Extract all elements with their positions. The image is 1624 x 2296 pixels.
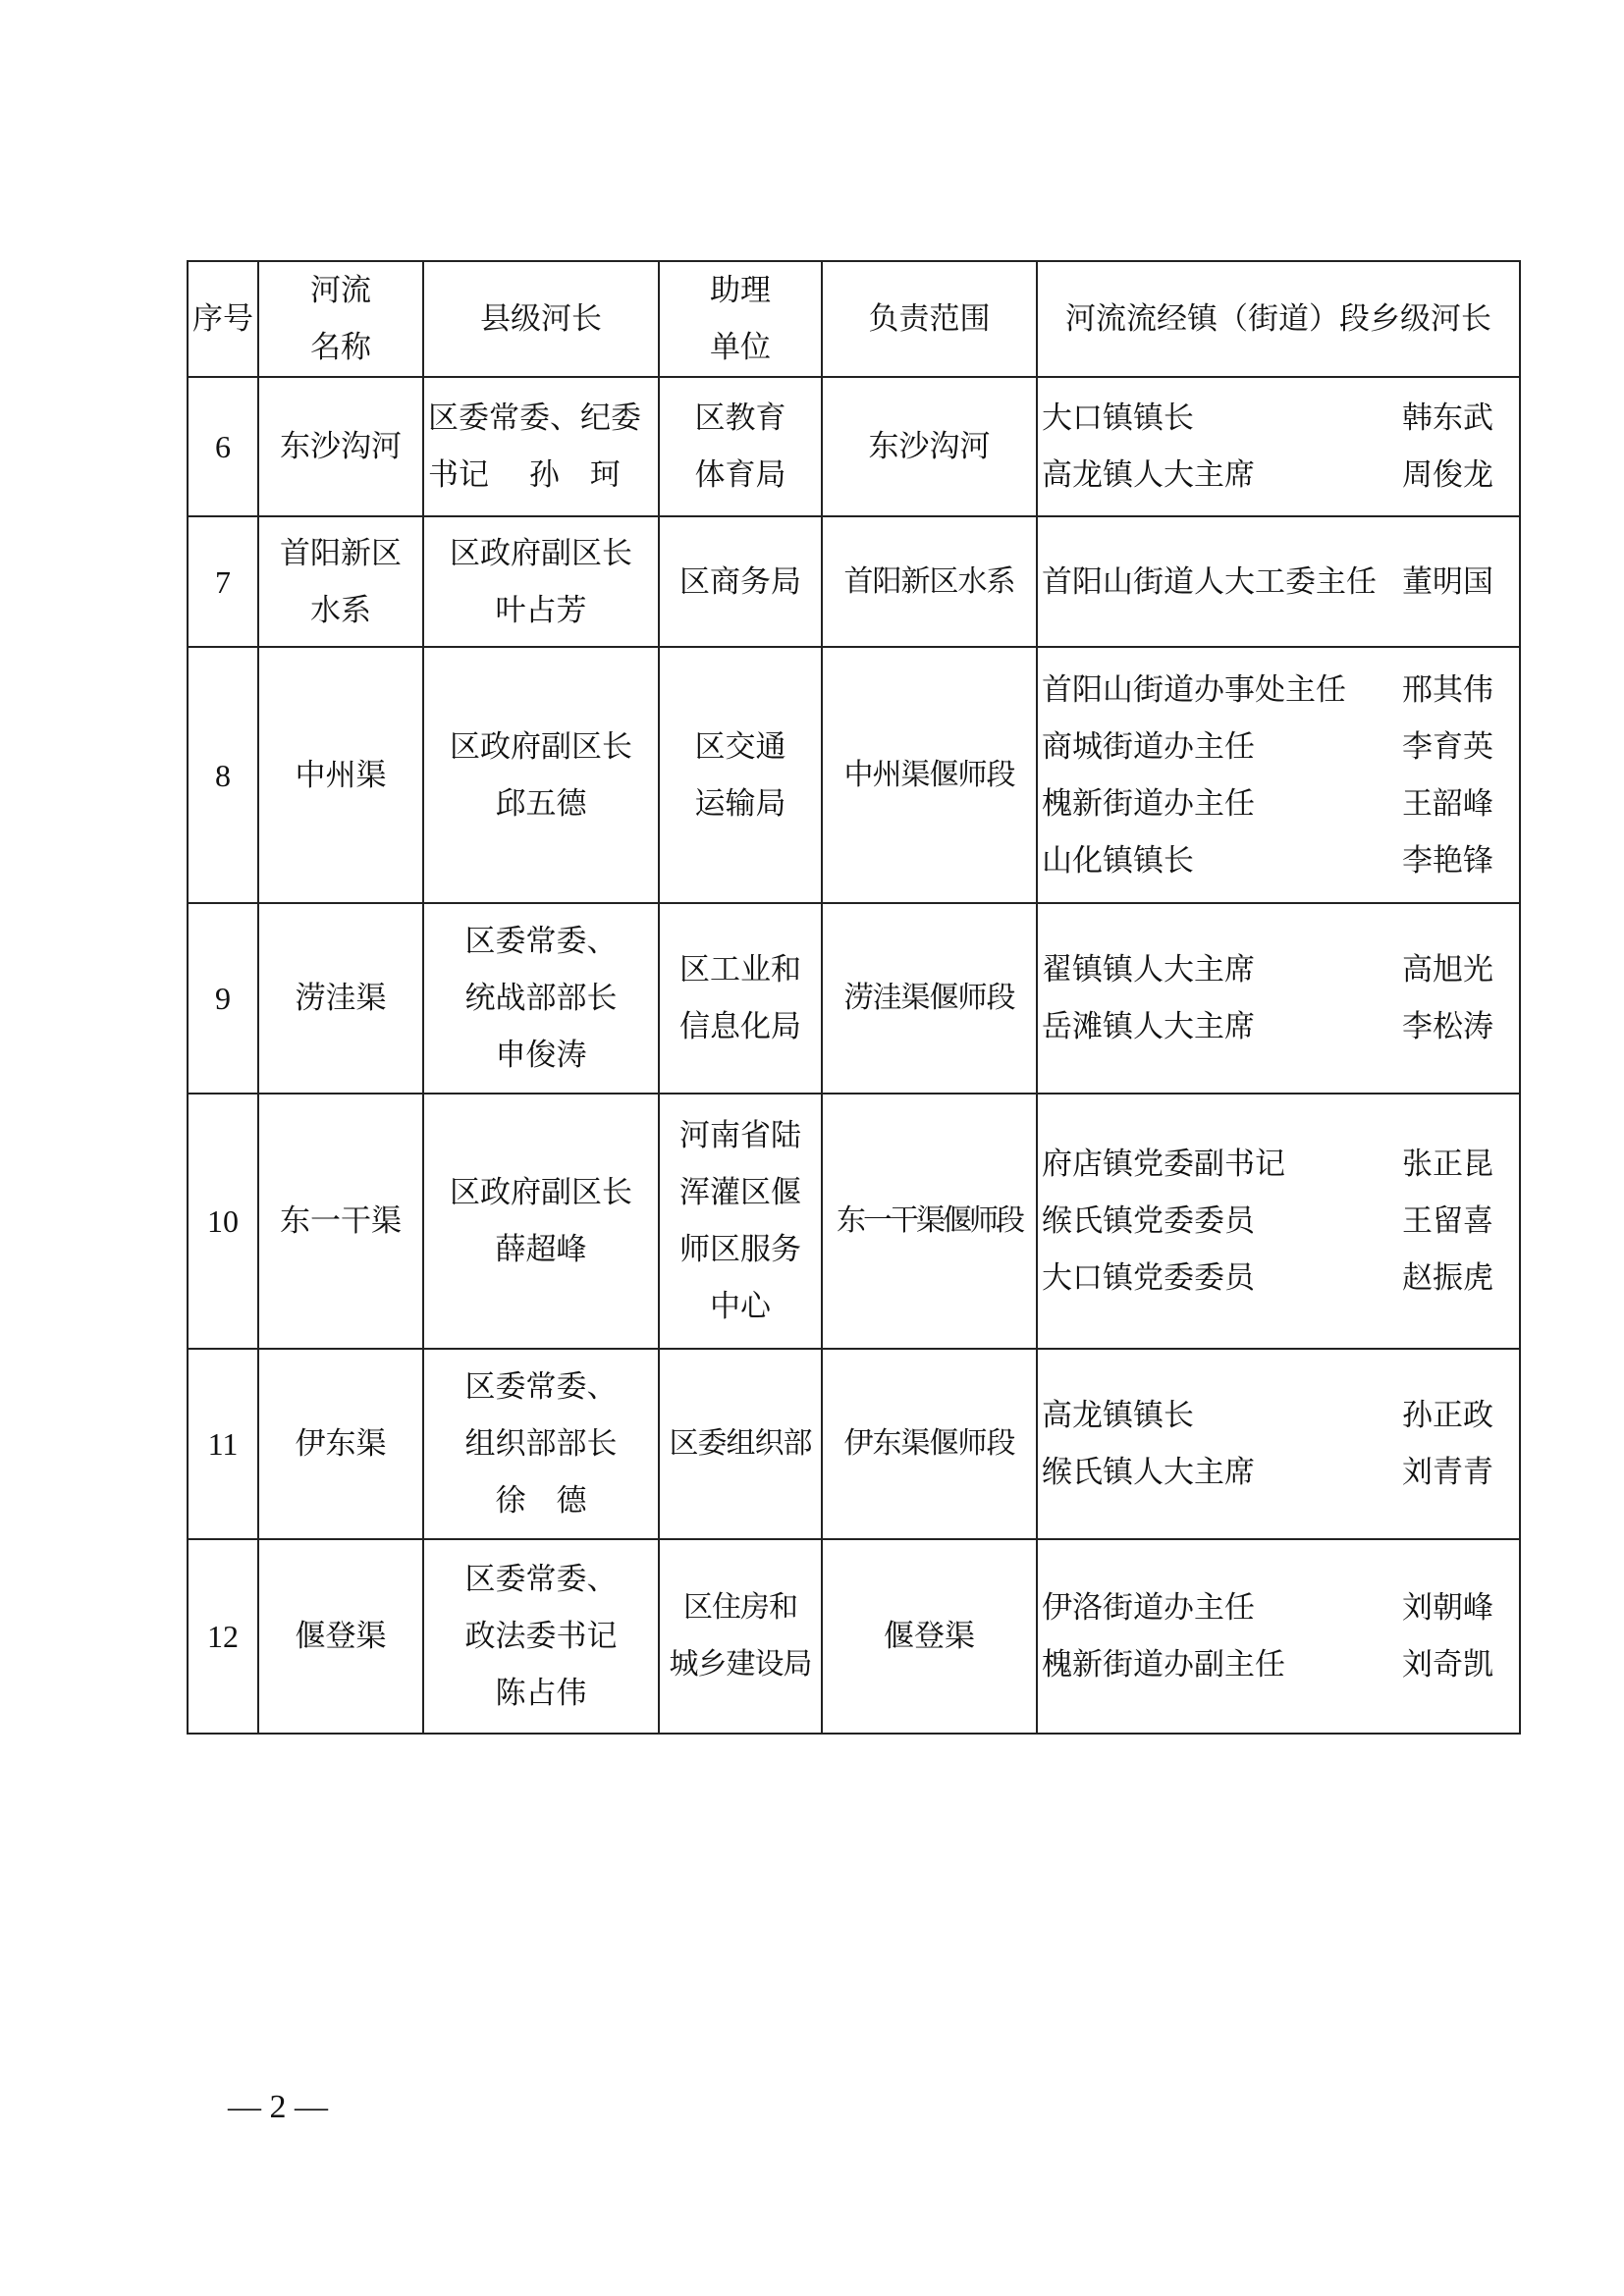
leader-name: 王留喜 <box>1402 1203 1493 1239</box>
assist-unit: 区住房和 城乡建设局 <box>659 1539 822 1734</box>
leader-entry <box>1038 775 1519 832</box>
leader-entry <box>1038 1387 1519 1444</box>
row-index: 6 <box>188 377 258 516</box>
leader-entry <box>1038 1444 1519 1501</box>
scope: 中州渠偃师段 <box>822 647 1037 903</box>
river-name: 东一干渠 <box>258 1094 423 1349</box>
town-chiefs <box>1037 647 1520 903</box>
header-county-chief: 县级河长 <box>423 261 659 377</box>
county-chief: 区政府副区长 邱五德 <box>423 647 659 903</box>
leader-entry <box>1038 1193 1519 1250</box>
leader-title: 府店镇党委副书记 <box>1042 1147 1285 1182</box>
scope: 东沙沟河 <box>822 377 1037 516</box>
county-chief: 区政府副区长 叶占芳 <box>423 516 659 647</box>
table-row <box>188 903 1520 1094</box>
header-river-name: 河流 名称 <box>258 261 423 377</box>
leader-title: 首阳山街道办事处主任 <box>1042 671 1346 708</box>
leader-title: 翟镇镇人大主席 <box>1042 952 1255 988</box>
row-index: 7 <box>188 516 258 647</box>
river-chief-table <box>187 260 1521 1735</box>
leader-name: 董明国 <box>1402 563 1493 600</box>
leader-entry <box>1038 941 1519 998</box>
leader-entry <box>1038 390 1519 447</box>
town-chiefs <box>1037 377 1520 516</box>
assist-unit: 区交通 运输局 <box>659 647 822 903</box>
leader-entry <box>1038 662 1519 719</box>
river-name: 伊东渠 <box>258 1349 423 1539</box>
table-row <box>188 1094 1520 1349</box>
leader-entry <box>1038 1636 1519 1693</box>
leader-name: 李艳锋 <box>1402 842 1493 879</box>
table-row <box>188 1539 1520 1734</box>
leader-name: 周俊龙 <box>1402 457 1493 493</box>
leader-name: 刘朝峰 <box>1402 1590 1493 1626</box>
table-row <box>188 647 1520 903</box>
county-chief: 区政府副区长 薛超峰 <box>423 1094 659 1349</box>
leader-title: 缑氏镇党委委员 <box>1042 1203 1255 1239</box>
river-name: 涝洼渠 <box>258 903 423 1094</box>
header-assist-unit: 助理 单位 <box>659 261 822 377</box>
leader-entry <box>1038 1136 1519 1193</box>
table-row <box>188 1349 1520 1539</box>
leader-title: 大口镇党委委员 <box>1042 1260 1255 1296</box>
leader-name: 赵振虎 <box>1402 1260 1493 1296</box>
header-town-chiefs: 河流流经镇（街道）段乡级河长 <box>1037 261 1520 377</box>
leader-name: 高旭光 <box>1402 952 1493 988</box>
leader-name: 张正昆 <box>1402 1147 1493 1182</box>
leader-name: 李松涛 <box>1402 1009 1493 1044</box>
row-index: 8 <box>188 647 258 903</box>
leader-title: 槐新街道办主任 <box>1042 785 1255 822</box>
table-row <box>188 516 1520 647</box>
header-index: 序号 <box>188 261 258 377</box>
leader-entry <box>1038 832 1519 889</box>
town-chiefs <box>1037 516 1520 647</box>
leader-entry <box>1038 1250 1519 1307</box>
page-number: — 2 — <box>228 2089 328 2125</box>
row-index: 9 <box>188 903 258 1094</box>
leader-title: 商城街道办主任 <box>1042 728 1255 765</box>
assist-unit: 河南省陆 浑灌区偃 师区服务 中心 <box>659 1094 822 1349</box>
leader-name: 王韶峰 <box>1402 785 1493 822</box>
leader-name: 李育英 <box>1402 728 1493 765</box>
leader-name: 刘青青 <box>1402 1455 1493 1490</box>
leader-entry <box>1038 554 1519 611</box>
town-chiefs <box>1037 903 1520 1094</box>
county-chief: 区委常委、 统战部部长 申俊涛 <box>423 903 659 1094</box>
leader-title: 大口镇镇长 <box>1042 400 1194 436</box>
table-header-row <box>188 261 1520 377</box>
leader-entry <box>1038 1579 1519 1636</box>
leader-name: 邢其伟 <box>1402 671 1493 708</box>
county-chief: 区委常委、 政法委书记 陈占伟 <box>423 1539 659 1734</box>
leader-title: 槐新街道办副主任 <box>1042 1647 1285 1682</box>
river-name: 偃登渠 <box>258 1539 423 1734</box>
leader-title: 缑氏镇人大主席 <box>1042 1455 1255 1490</box>
scope: 偃登渠 <box>822 1539 1037 1734</box>
scope: 伊东渠偃师段 <box>822 1349 1037 1539</box>
leader-name: 孙正政 <box>1402 1398 1493 1433</box>
leader-entry <box>1038 998 1519 1055</box>
county-chief: 区委常委、 组织部部长 徐 德 <box>423 1349 659 1539</box>
leader-title: 首阳山街道人大工委主任 <box>1042 563 1377 600</box>
leader-title: 高龙镇镇长 <box>1042 1398 1194 1433</box>
leader-entry <box>1038 719 1519 775</box>
row-index: 12 <box>188 1539 258 1734</box>
town-chiefs <box>1037 1349 1520 1539</box>
assist-unit: 区教育 体育局 <box>659 377 822 516</box>
river-name: 首阳新区 水系 <box>258 516 423 647</box>
assist-unit: 区委组织部 <box>659 1349 822 1539</box>
leader-name: 刘奇凯 <box>1402 1647 1493 1682</box>
leader-name: 韩东武 <box>1402 400 1493 436</box>
leader-entry <box>1038 447 1519 504</box>
header-scope: 负责范围 <box>822 261 1037 377</box>
leader-title: 岳滩镇人大主席 <box>1042 1009 1255 1044</box>
leader-title: 高龙镇人大主席 <box>1042 457 1255 493</box>
assist-unit: 区工业和 信息化局 <box>659 903 822 1094</box>
river-name: 中州渠 <box>258 647 423 903</box>
table-row <box>188 377 1520 516</box>
leader-title: 伊洛街道办主任 <box>1042 1590 1255 1626</box>
town-chiefs <box>1037 1539 1520 1734</box>
county-chief: 区委常委、纪委 书记 孙 珂 <box>423 377 659 516</box>
assist-unit: 区商务局 <box>659 516 822 647</box>
scope: 涝洼渠偃师段 <box>822 903 1037 1094</box>
scope: 东一干渠偃师段 <box>822 1094 1037 1349</box>
river-name: 东沙沟河 <box>258 377 423 516</box>
row-index: 10 <box>188 1094 258 1349</box>
town-chiefs <box>1037 1094 1520 1349</box>
leader-title: 山化镇镇长 <box>1042 842 1194 879</box>
row-index: 11 <box>188 1349 258 1539</box>
scope: 首阳新区水系 <box>822 516 1037 647</box>
